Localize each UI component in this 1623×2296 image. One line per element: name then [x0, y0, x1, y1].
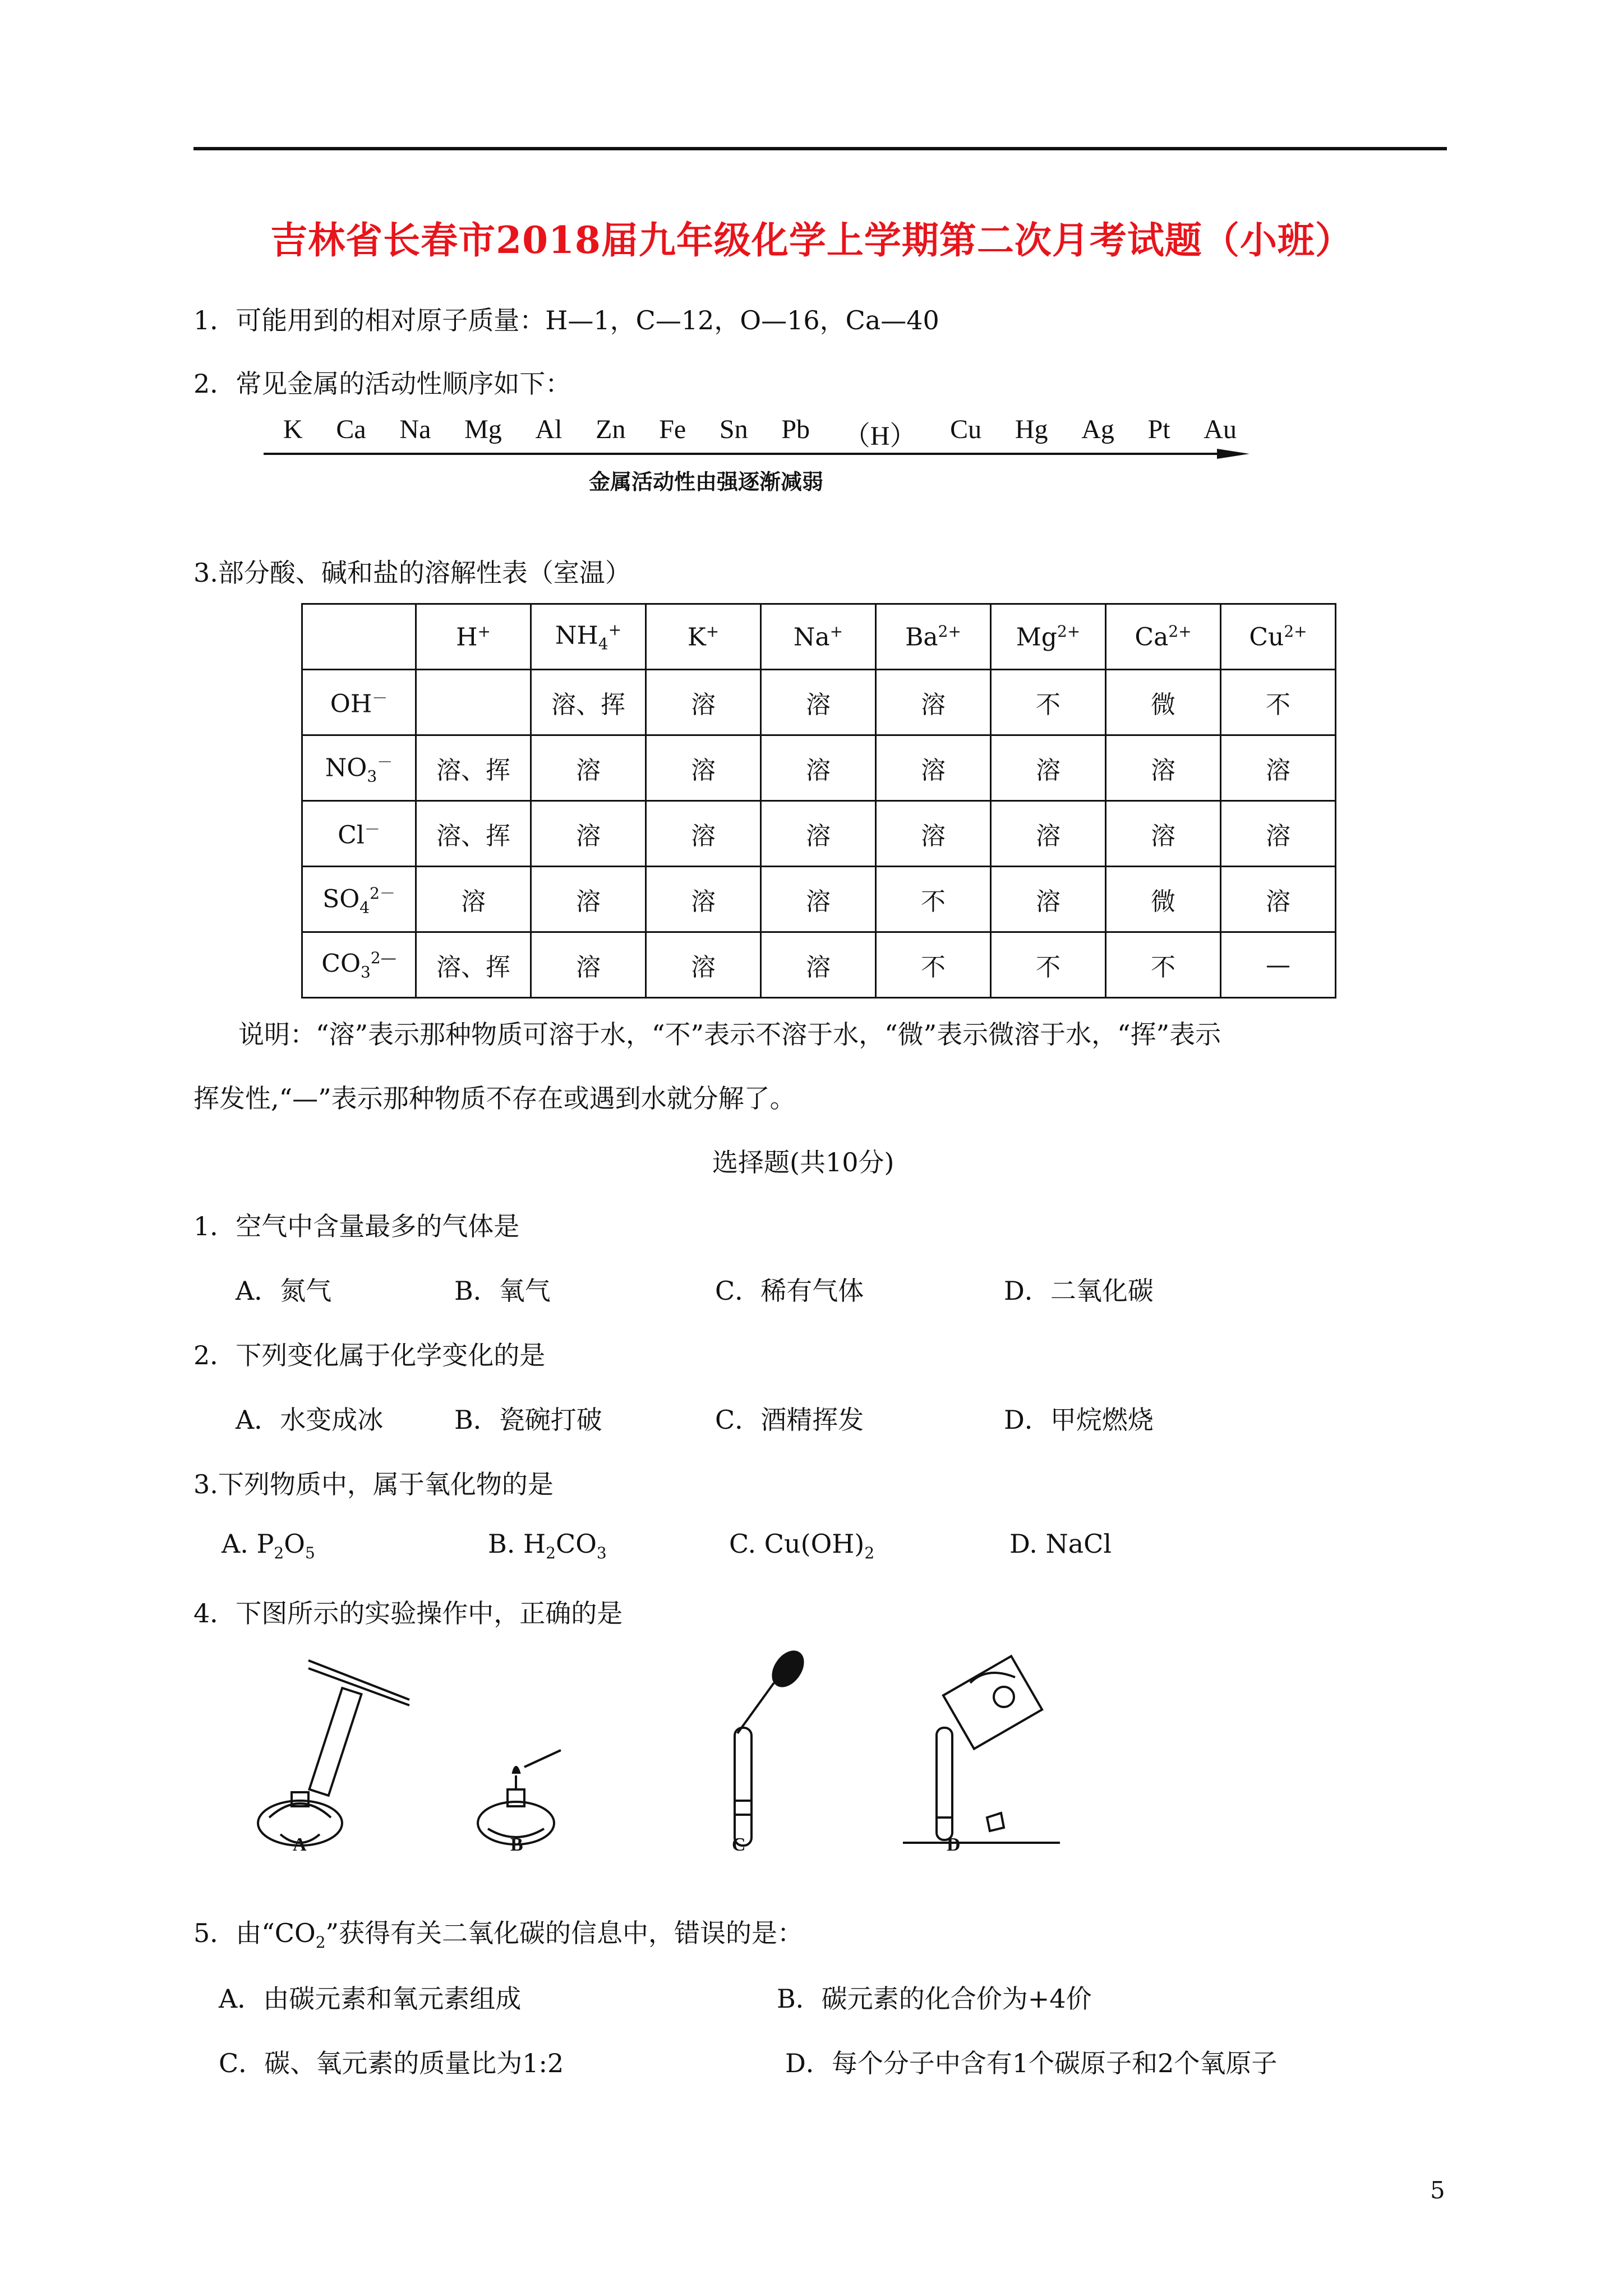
metal: Pb — [781, 415, 810, 444]
metal: Na — [399, 415, 431, 444]
table-cell: 溶 — [761, 670, 876, 735]
anion-header: Cl－ — [302, 801, 416, 867]
question-5-option-d: D．每个分子中含有1个碳原子和2个氧原子 — [785, 2048, 1278, 2078]
question-4-stem: 4．下图所示的实验操作中，正确的是 — [193, 1598, 623, 1628]
page-number: 5 — [1430, 2177, 1445, 2204]
question-1-option-d: D．二氧化碳 — [1004, 1276, 1154, 1306]
table-cell: 溶 — [646, 735, 761, 801]
question-2-option-b: B．瓷碗打破 — [454, 1405, 602, 1435]
table-cell: 溶 — [646, 670, 761, 735]
table-header-row — [302, 604, 1336, 670]
figure-c-dropper — [735, 1649, 809, 1846]
corner-cell — [302, 604, 416, 670]
table-cell: 溶 — [416, 867, 531, 932]
table-cell: 不 — [991, 932, 1106, 998]
table-cell: 溶 — [1106, 735, 1221, 801]
table-row — [302, 670, 1336, 735]
table-note-line-2: 挥发性,“—”表示那种物质不存在或遇到水就分解了。 — [193, 1083, 796, 1114]
table-cell: 溶 — [646, 932, 761, 998]
table-cell: 溶 — [761, 801, 876, 867]
metal: Mg — [464, 415, 502, 444]
table-cell: 溶 — [531, 867, 646, 932]
question-3-option-b: B. $H_2CO_3$ — [488, 1529, 607, 1563]
metal: Au — [1204, 415, 1237, 444]
question-2-option-c: C．酒精挥发 — [715, 1405, 864, 1435]
anion-header: $NO_3^-$ — [302, 735, 416, 801]
metal: Cu — [950, 415, 982, 444]
metal: Ag — [1081, 415, 1114, 444]
table-cell: 溶、挥 — [416, 932, 531, 998]
table-cell: 不 — [876, 932, 991, 998]
activity-arrow-label: 金属活动性由强逐渐减弱 — [589, 470, 824, 494]
table-cell: 溶、挥 — [531, 670, 646, 735]
table-cell: — — [1221, 932, 1336, 998]
question-1-stem: 1．空气中含量最多的气体是 — [193, 1211, 520, 1241]
cation-header: $NH_4^+$ — [531, 604, 646, 670]
question-5-option-c: C．碳、氧元素的质量比为1:2 — [219, 2048, 564, 2078]
table-cell: 不 — [991, 670, 1106, 735]
intro-item-2: 2．常见金属的活动性顺序如下： — [193, 369, 571, 399]
question-1-option-a: A．氮气 — [236, 1276, 332, 1306]
table-cell: 溶 — [991, 801, 1106, 867]
table-cell: 溶 — [1106, 801, 1221, 867]
page-title: 吉林省长春市2018届九年级化学上学期第二次月考试题（小班） — [270, 218, 1353, 262]
intro-item-3: 3.部分酸、碱和盐的溶解性表（室温） — [193, 558, 631, 588]
question-2-option-a: A．水变成冰 — [236, 1405, 384, 1435]
table-cell: 溶 — [646, 867, 761, 932]
table-cell: 不 — [1221, 670, 1336, 735]
question-3-option-c: C. $Cu(OH)_2$ — [729, 1529, 875, 1563]
question-2-option-d: D．甲烷燃烧 — [1004, 1405, 1154, 1435]
table-row — [302, 867, 1336, 932]
table-cell: 溶 — [761, 932, 876, 998]
table-row — [302, 932, 1336, 998]
figure-label-a: A — [293, 1834, 307, 1855]
cation-header: $Ca^{2+}$ — [1106, 604, 1221, 670]
table-cell: 微 — [1106, 670, 1221, 735]
question-2-stem: 2．下列变化属于化学变化的是 — [193, 1340, 546, 1370]
table-cell: 溶 — [1221, 801, 1336, 867]
question-5-option-a: A．由碳元素和氧元素组成 — [219, 1984, 522, 2014]
question-5-option-b: B．碳元素的化合价为+4价 — [777, 1984, 1092, 2014]
figure-label-d: D — [947, 1834, 961, 1855]
table-cell: 溶 — [531, 735, 646, 801]
cation-header: H+ — [416, 604, 531, 670]
metal: Zn — [596, 415, 626, 444]
section-header: 选择题(共10分) — [712, 1147, 895, 1177]
metal: Fe — [659, 415, 686, 444]
table-row — [302, 801, 1336, 867]
figure-a-heating-tube — [258, 1660, 409, 1846]
table-cell: 溶 — [991, 735, 1106, 801]
table-cell: 溶 — [531, 801, 646, 867]
activity-arrow — [264, 447, 1251, 461]
question-3-stem: 3.下列物质中，属于氧化物的是 — [193, 1469, 554, 1499]
header-rule — [193, 147, 1447, 150]
anion-header: OH－ — [302, 670, 416, 735]
question-5-stem: 5．由“$CO_2$”获得有关二氧化碳的信息中，错误的是： — [193, 1918, 804, 1952]
table-cell: 不 — [876, 867, 991, 932]
lab-apparatus-illustration — [247, 1649, 1088, 1862]
metal: Hg — [1015, 415, 1048, 444]
table-cell: 溶 — [1221, 867, 1336, 932]
table-cell: 溶 — [646, 801, 761, 867]
metal: Ca — [336, 415, 366, 444]
figure-b-lighting-lamp — [478, 1750, 561, 1844]
question-1-option-b: B．氧气 — [454, 1276, 551, 1306]
solubility-table — [301, 603, 1336, 999]
figure-label-c: C — [732, 1834, 746, 1855]
table-cell: 溶 — [876, 801, 991, 867]
question-1-option-c: C．稀有气体 — [715, 1276, 864, 1306]
anion-header: $SO_4^{2-}$ — [302, 867, 416, 932]
table-cell: 不 — [1106, 932, 1221, 998]
table-cell: 溶、挥 — [416, 801, 531, 867]
table-note-line-1: 说明：“溶”表示那种物质可溶于水，“不”表示不溶于水，“微”表示微溶于水，“挥”表示 — [238, 1019, 1221, 1050]
question-3-option-a: A. $P_2O_5$ — [222, 1529, 315, 1563]
intro-item-1: 1．可能用到的相对原子质量：H—1，C—12，O—16，Ca—40 — [193, 305, 939, 335]
cation-header: Na+ — [761, 604, 876, 670]
table-cell: 溶 — [876, 670, 991, 735]
metal: （H） — [843, 421, 917, 451]
table-cell: 溶 — [876, 735, 991, 801]
table-cell: 溶 — [531, 932, 646, 998]
experiment-figures — [247, 1649, 1088, 1862]
table-cell: 微 — [1106, 867, 1221, 932]
cation-header: $Cu^{2+}$ — [1221, 604, 1336, 670]
cation-header: $Ba^{2+}$ — [876, 604, 991, 670]
table-cell: 溶 — [1221, 735, 1336, 801]
metal: K — [283, 415, 303, 444]
question-3-option-d: D. NaCl — [1009, 1529, 1112, 1559]
table-cell: 溶、挥 — [416, 735, 531, 801]
anion-header: $CO_3^{2—}$ — [302, 932, 416, 998]
table-row — [302, 735, 1336, 801]
cation-header: K+ — [646, 604, 761, 670]
figure-d-pouring — [903, 1656, 1060, 1843]
metal: Al — [535, 415, 562, 444]
metal: Pt — [1147, 415, 1170, 444]
metal: Sn — [719, 415, 748, 444]
table-cell: 溶 — [991, 867, 1106, 932]
cation-header: $Mg^{2+}$ — [991, 604, 1106, 670]
table-cell: 溶 — [761, 867, 876, 932]
figure-label-b: B — [510, 1834, 523, 1855]
table-cell: 溶 — [761, 735, 876, 801]
table-cell — [416, 670, 531, 735]
